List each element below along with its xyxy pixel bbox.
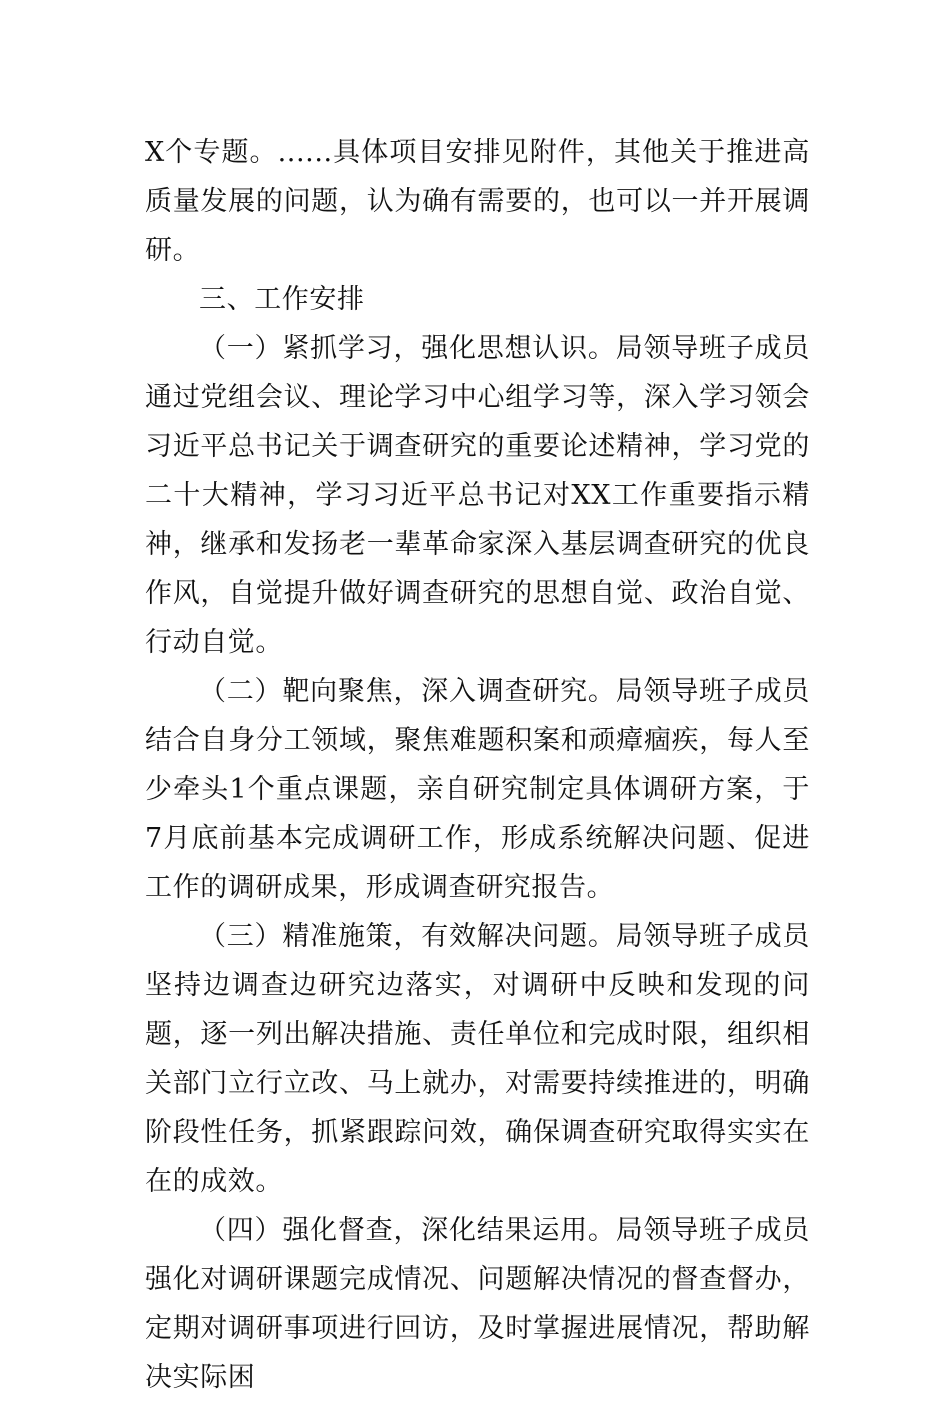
paragraph-solve-problems: （三）精准施策，有效解决问题。局领导班子成员坚持边调查边研究边落实，对调研中反映和发现的问题，逐一列出解决措施、责任单位和完成时限，组织相关部门立行立改、马上就办，对需要持续推进的，明确阶段性任务，抓紧跟踪问效，确保调查研究取得实实在在的成效。: [145, 921, 810, 1197]
document-body: [145, 128, 810, 1402]
paragraph-continuation: X个专题。......具体项目安排见附件，其他关于推进高质量发展的问题，认为确有需要的，也可以一并开展调研。: [145, 137, 810, 266]
section-heading-work-arrangement: 三、工作安排: [199, 284, 365, 315]
paragraph-supervision: （四）强化督查，深化结果运用。局领导班子成员强化对调研课题完成情况、问题解决情况的督查督办，定期对调研事项进行回访，及时掌握进展情况，帮助解决实际困: [145, 1215, 810, 1393]
paragraph-research: （二）靶向聚焦，深入调查研究。局领导班子成员结合自身分工领域，聚焦难题积案和顽瘴痼疾，每人至少牵头1个重点课题，亲自研究制定具体调研方案，于7月底前基本完成调研工作，形成系统解决问题、促进工作的调研成果，形成调查研究报告。: [145, 676, 810, 903]
paragraph-study: （一）紧抓学习，强化思想认识。局领导班子成员通过党组会议、理论学习中心组学习等，深入学习领会习近平总书记关于调查研究的重要论述精神，学习党的二十大精神，学习习近平总书记对XX工作重要指示精神，继承和发扬老一辈革命家深入基层调查研究的优良作风，自觉提升做好调查研究的思想自觉、政治自觉、行动自觉。: [145, 333, 810, 658]
